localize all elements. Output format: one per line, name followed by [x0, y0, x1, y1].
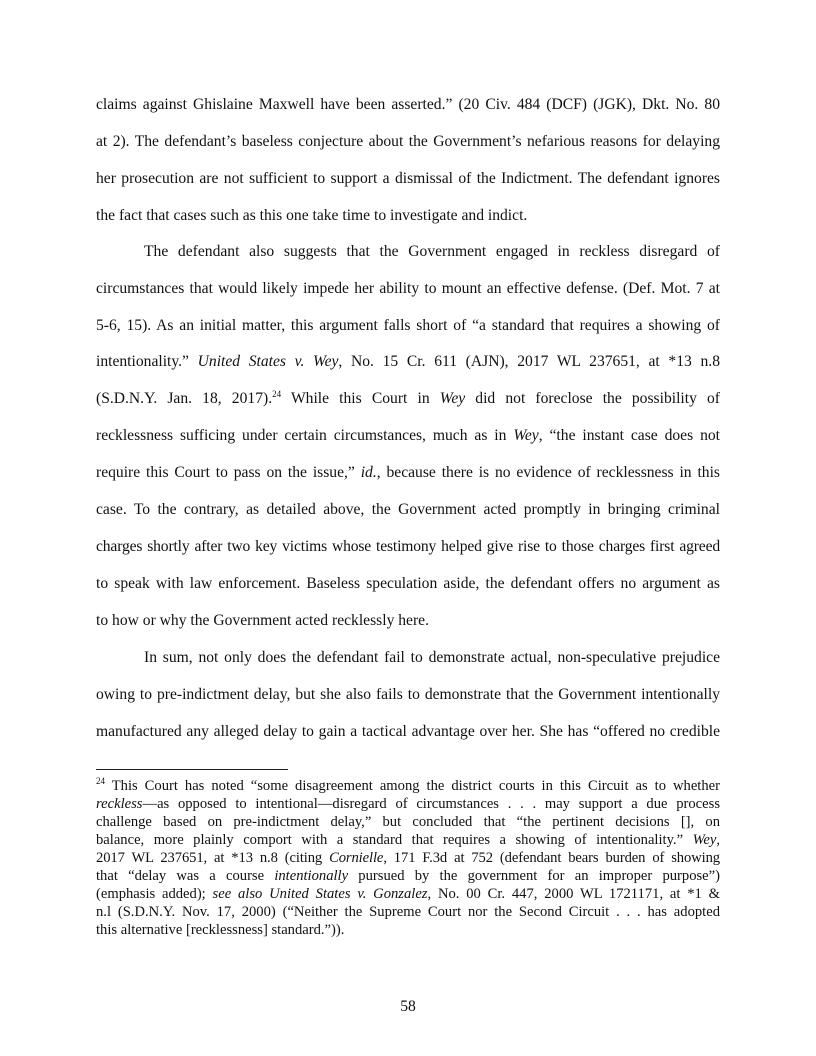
- id-citation: id.: [360, 464, 377, 481]
- body-line: recklessness sufficing under certain circumstances, much as in Wey, “the instant case does not: [96, 427, 720, 444]
- footnote-line: 2017 WL 237651, at *13 n.8 (citing Cornielle, 171 F.3d at 752 (defendant bears burden of showing: [96, 850, 720, 866]
- body-line: 5-6, 15). As an initial matter, this argument falls short of “a standard that requires a showing of: [96, 317, 720, 334]
- footnote-line: balance, more plainly comport with a standard that requires a showing of intentionality.” Wey,: [96, 832, 720, 848]
- body-line: In sum, not only does the defendant fail to demonstrate actual, non-speculative prejudice: [144, 649, 720, 666]
- footnote-line: reckless—as opposed to intentional—disregard of circumstances . . . may support a due process: [96, 796, 720, 812]
- body-line: manufactured any alleged delay to gain a tactical advantage over her. She has “offered no credible: [96, 723, 720, 740]
- body-line: to speak with law enforcement. Baseless speculation aside, the defendant offers no argument as: [96, 575, 720, 592]
- body-line: (S.D.N.Y. Jan. 18, 2017).$^{24}$ While this Court in Wey did not foreclose the possibility of: [96, 389, 720, 407]
- body-line: charges shortly after two key victims whose testimony helped give rise to those charges first agreed: [96, 538, 720, 555]
- body-line: the fact that cases such as this one take time to investigate and indict.: [96, 207, 528, 224]
- case-short-name: Wey: [513, 427, 539, 444]
- body-line: her prosecution are not sufficient to support a dismissal of the Indictment. The defendant ignores: [96, 170, 720, 187]
- body-line: The defendant also suggests that the Government engaged in reckless disregard of: [144, 243, 720, 260]
- body-line: require this Court to pass on the issue,” id., because there is no evidence of recklessness in this: [96, 464, 720, 481]
- footnote-separator: [96, 769, 288, 770]
- case-citation: United States v. Wey: [197, 353, 339, 370]
- page-number: 58: [400, 998, 416, 1015]
- footnote-line: n.l (S.D.N.Y. Nov. 17, 2000) (“Neither the Supreme Court nor the Second Circuit . . . has adopted: [96, 904, 720, 920]
- footnote-line: challenge based on pre-indictment delay,” but concluded that “the pertinent decisions [], on: [96, 814, 720, 830]
- case-short-name: Wey: [439, 390, 466, 407]
- body-line: to how or why the Government acted recklessly here.: [96, 612, 429, 629]
- footnote-reference[interactable]: 24: [272, 389, 282, 399]
- footnote-marker: 24: [96, 777, 105, 786]
- footnote-line: $^{24}$ This Court has noted “some disagreement among the district courts in this Circuit as to whether: [96, 777, 720, 794]
- body-line: owing to pre-indictment delay, but she also fails to demonstrate that the Government intentionally: [96, 686, 720, 703]
- footnote-line: (emphasis added); see also United States v. Gonzalez, No. 00 Cr. 447, 2000 WL 1721171, at *1 &: [96, 886, 720, 902]
- footnote-line: this alternative [recklessness] standard.”)).: [96, 922, 345, 938]
- body-line: circumstances that would likely impede her ability to mount an effective defense. (Def. Mot. 7 at: [96, 280, 720, 297]
- body-line: claims against Ghislaine Maxwell have been asserted.” (20 Civ. 484 (DCF) (JGK), Dkt. No. 80: [96, 96, 720, 113]
- body-line: intentionality.” United States v. Wey, No. 15 Cr. 611 (AJN), 2017 WL 237651, at *13 n.8: [96, 353, 720, 370]
- body-line: case. To the contrary, as detailed above, the Government acted promptly in bringing criminal: [96, 501, 720, 518]
- footnote-line: that “delay was a course intentionally pursued by the government for an improper purpose”): [96, 868, 720, 884]
- body-line: at 2). The defendant’s baseless conjecture about the Government’s nefarious reasons for delaying: [96, 133, 720, 150]
